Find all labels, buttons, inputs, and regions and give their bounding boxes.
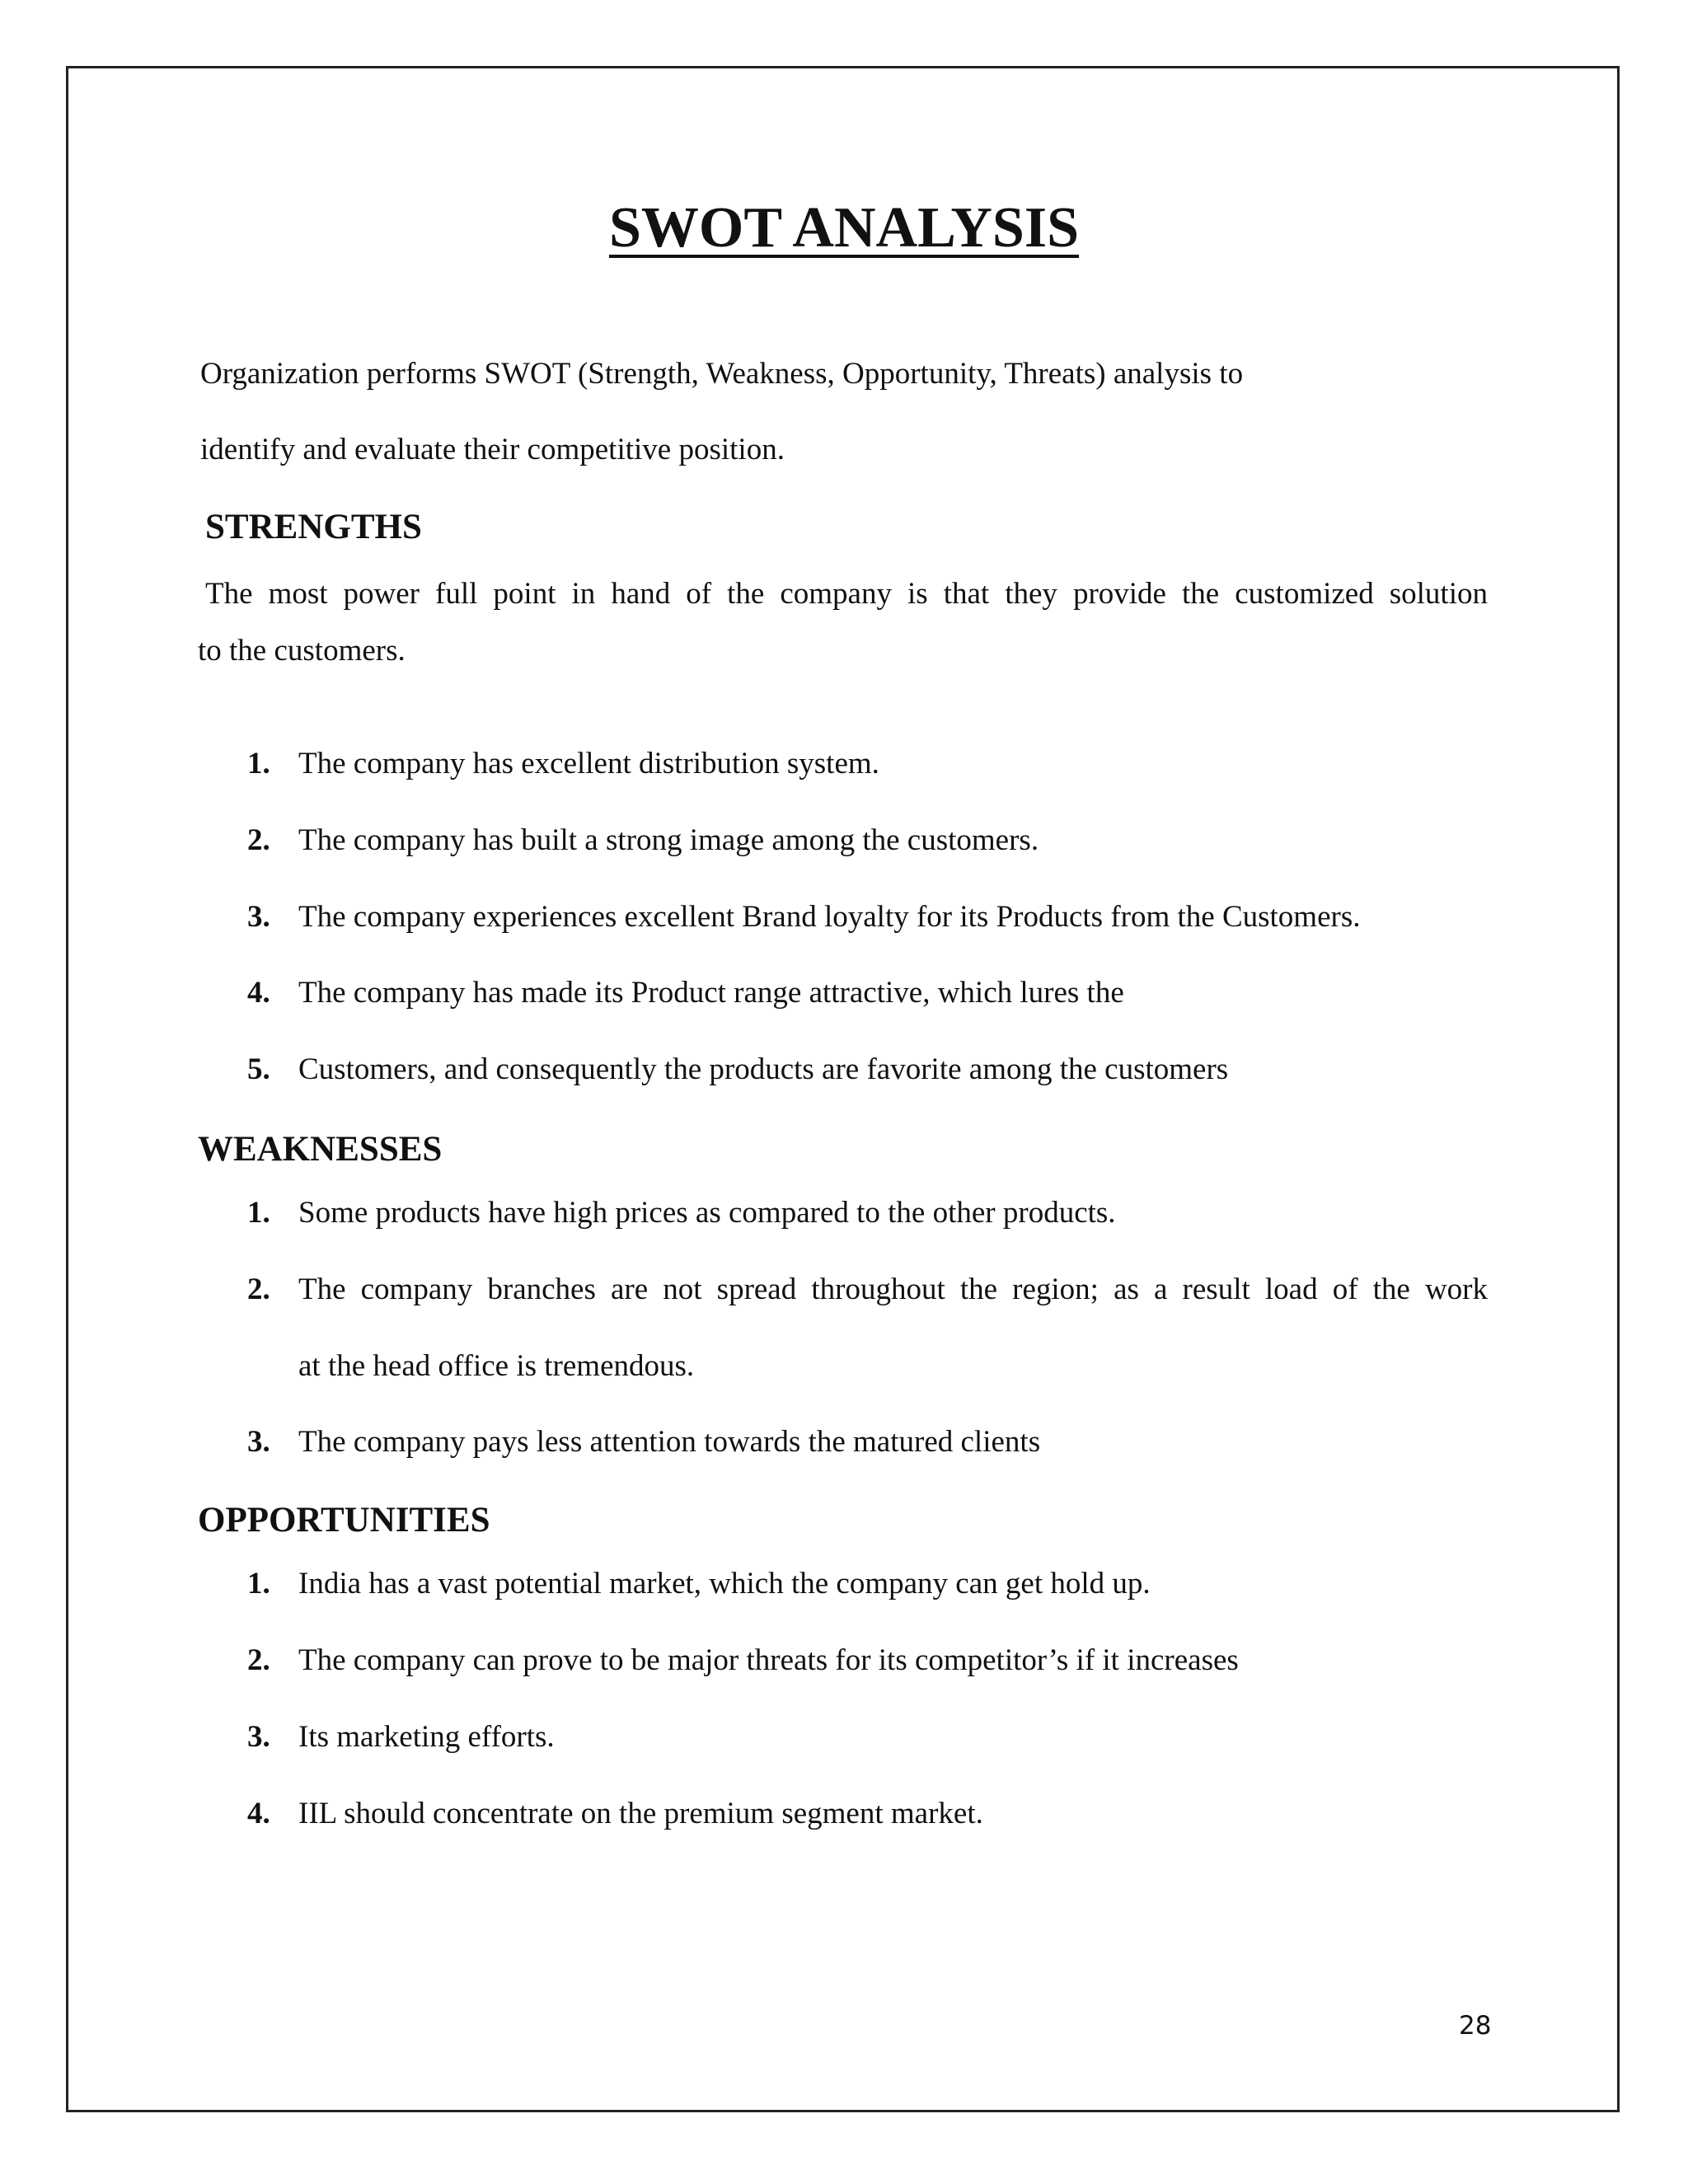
intro-line-2: identify and evaluate their competitive position. [200, 433, 785, 466]
list-number: 4. [247, 1797, 270, 1830]
list-text: The company has made its Product range attractive, which lures the [298, 976, 1124, 1010]
list-text: Some products have high prices as compared to the other products. [298, 1196, 1116, 1230]
weaknesses-heading: WEAKNESSES [198, 1130, 443, 1169]
list-number: 2. [247, 1643, 270, 1677]
list-number: 1. [247, 1196, 270, 1230]
list-text: IIL should concentrate on the premium segment market. [298, 1797, 983, 1830]
list-number: 3. [247, 1425, 270, 1459]
list-text: The company experiences excellent Brand loyalty for its Products from the Customers. [298, 900, 1361, 934]
list-text: The company can prove to be major threats for its competitor’s if it increases [298, 1643, 1239, 1677]
list-text: Its marketing efforts. [298, 1720, 555, 1754]
list-number: 5. [247, 1052, 270, 1086]
list-number: 1. [247, 1567, 270, 1601]
list-number: 4. [247, 976, 270, 1010]
list-text: India has a vast potential market, which the company can get hold up. [298, 1567, 1151, 1601]
intro-line-1: Organization performs SWOT (Strength, Weakness, Opportunity, Threats) analysis to [200, 357, 1244, 391]
strengths-paragraph-line-1: The most power full point in hand of the company is that they provide the customized solution [205, 577, 1488, 611]
strengths-heading: STRENGTHS [205, 508, 422, 546]
strengths-paragraph-line-2: to the customers. [198, 634, 406, 668]
opportunities-heading: OPPORTUNITIES [198, 1501, 490, 1540]
list-text: at the head office is tremendous. [298, 1349, 695, 1383]
list-text: The company has built a strong image among the customers. [298, 823, 1039, 857]
list-text: Customers, and consequently the products are favorite among the customers [298, 1052, 1229, 1086]
list-number: 3. [247, 1720, 270, 1754]
list-number: 3. [247, 900, 270, 934]
list-text: The company branches are not spread throughout the region; as a result load of the work [298, 1272, 1488, 1306]
list-number: 2. [247, 1272, 270, 1306]
list-number: 2. [247, 823, 270, 857]
list-text: The company has excellent distribution system. [298, 747, 879, 780]
list-number: 1. [247, 747, 270, 780]
list-text: The company pays less attention towards the matured clients [298, 1425, 1041, 1459]
page-title: SWOT ANALYSIS [608, 196, 1079, 260]
page-number: 28 [1459, 2011, 1492, 2041]
